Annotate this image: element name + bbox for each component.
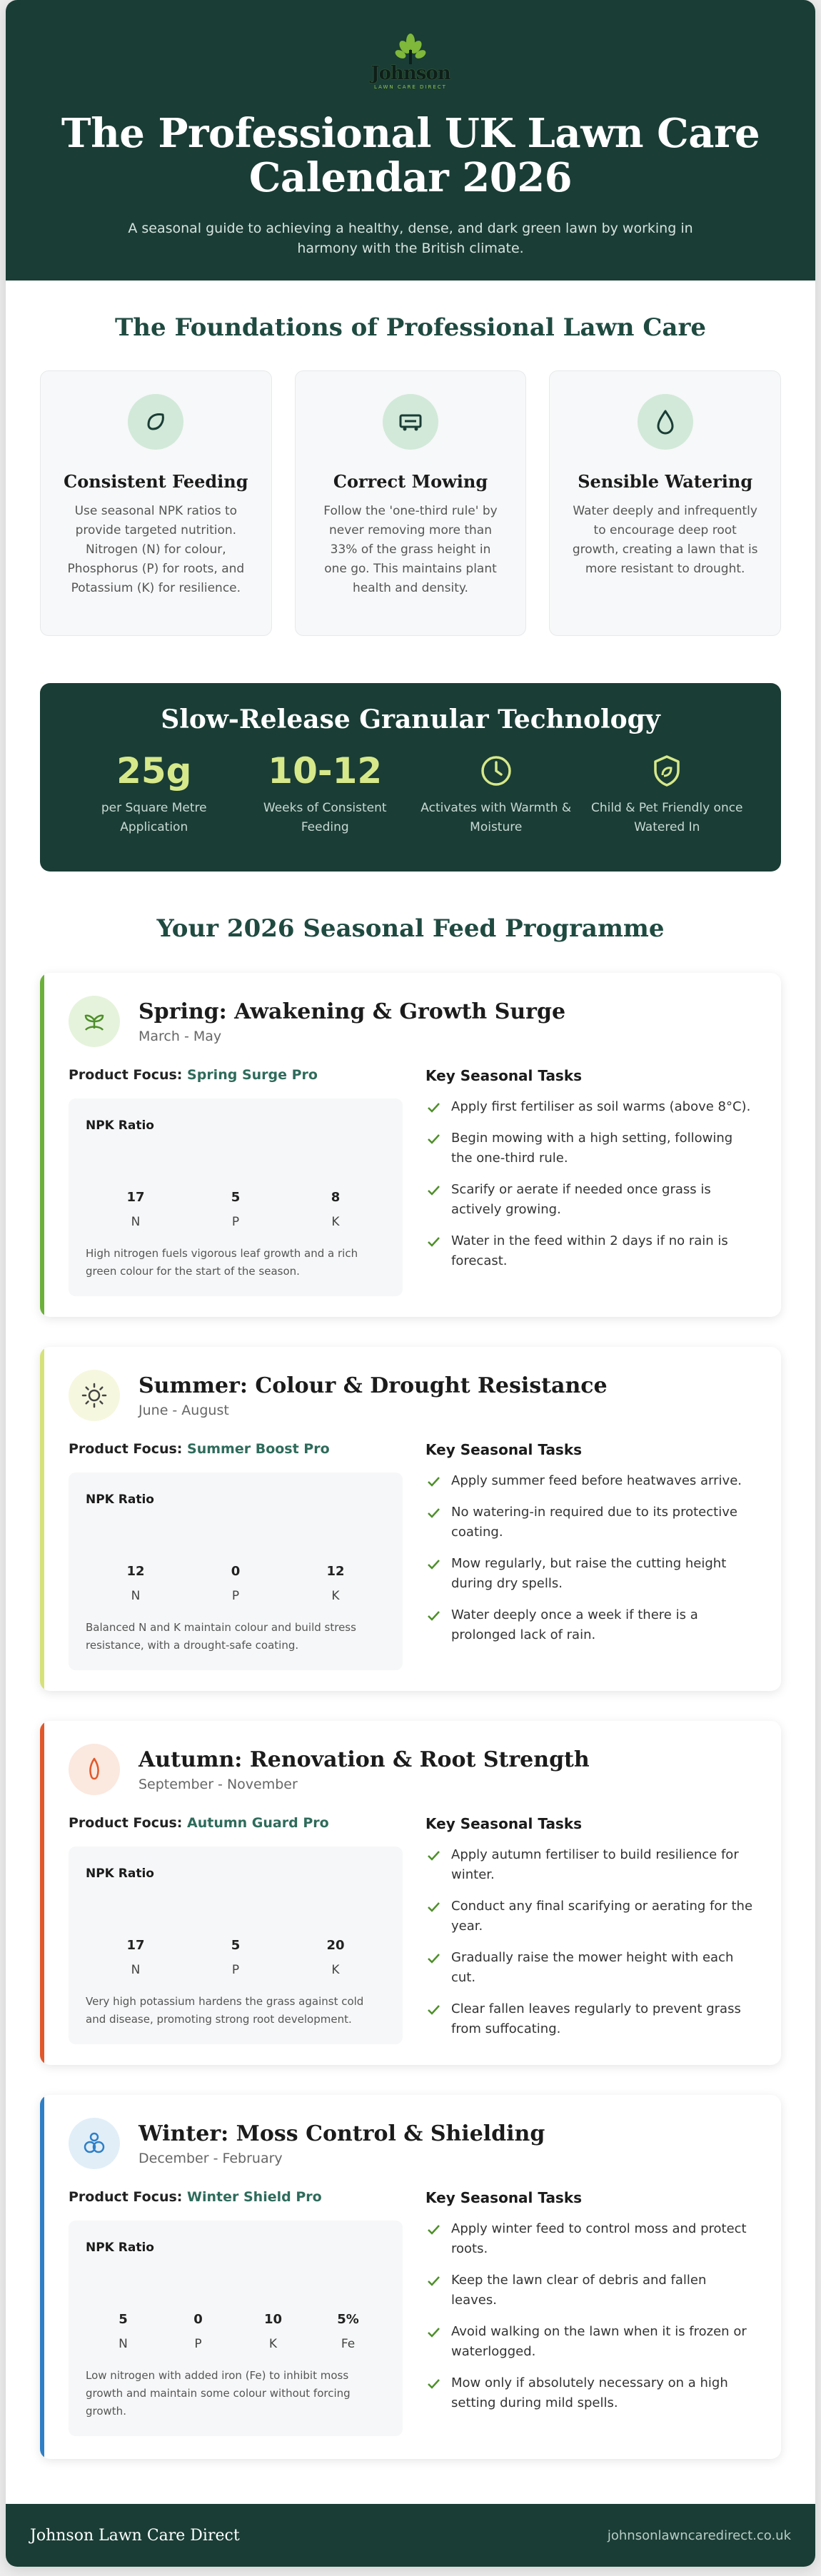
brand-logo[interactable] <box>361 31 460 89</box>
npk-p <box>186 1190 286 1229</box>
technology-title: Slow-Release Granular Technology <box>161 704 660 734</box>
footer-brand: Johnson Lawn Care Direct <box>30 2526 240 2545</box>
season-tasks <box>425 1815 755 2051</box>
task-item <box>425 1231 755 1271</box>
task-item <box>425 1097 755 1117</box>
stat-label: Weeks of Consistent Feeding <box>263 801 387 834</box>
task-item <box>425 2322 755 2362</box>
season-tasks <box>425 1441 755 1670</box>
tree-logo-icon <box>361 31 460 67</box>
npk-key: N <box>131 1963 141 1977</box>
product-focus <box>69 1067 403 1083</box>
npk-value: 10 <box>263 2312 283 2327</box>
season-product <box>69 2189 403 2436</box>
task-text: Apply first fertiliser as soil warms (above 8°C). <box>451 1099 751 1114</box>
season-dates: March - May <box>138 1028 222 1044</box>
stat-value: 10-12 <box>268 750 383 792</box>
card-title: Consistent Feeding <box>64 471 248 492</box>
stat-application-rate <box>69 749 240 837</box>
season-card-summer <box>40 1347 781 1691</box>
programme-title: Your 2026 Seasonal Feed Programme <box>156 914 665 943</box>
season-header <box>69 996 755 1047</box>
npk-value: 5 <box>119 2312 128 2327</box>
npk-key: P <box>231 1215 240 1229</box>
npk-note: Low nitrogen with added iron (Fe) to inhibit moss growth and maintain some colour without forcing growth. <box>86 2369 351 2418</box>
npk-value: 0 <box>193 2312 203 2327</box>
task-item <box>425 1554 755 1594</box>
task-item <box>425 1502 755 1542</box>
water-drop-icon <box>638 394 693 450</box>
leaf-icon <box>128 394 183 450</box>
npk-title: NPK Ratio <box>86 1118 154 1133</box>
page-footer <box>6 2504 815 2567</box>
season-header <box>69 1370 755 1421</box>
task-text: Apply summer feed before heatwaves arrive. <box>451 1473 742 1488</box>
npk-value: 5% <box>337 2312 359 2327</box>
card-title: Sensible Watering <box>578 471 753 492</box>
product-focus-label: Product Focus: <box>69 1815 183 1831</box>
stat-label: Child & Pet Friendly once Watered In <box>590 801 743 834</box>
task-text: Apply winter feed to control moss and protect roots. <box>451 2221 747 2256</box>
npk-n <box>86 1938 186 1977</box>
stat-pet-friendly <box>582 749 753 837</box>
stat-feeding-weeks <box>240 749 411 837</box>
task-text: Keep the lawn clear of debris and fallen leaves. <box>451 2273 707 2308</box>
npk-key: N <box>131 1589 141 1603</box>
programme-section <box>6 872 815 2459</box>
sun-icon <box>69 1370 120 1421</box>
card-text: Follow the 'one-third rule' by never removing more than 33% of the grass height in one go. This maintains plant health and density. <box>323 504 498 595</box>
check-icon <box>425 1131 441 1147</box>
check-icon <box>425 1474 441 1490</box>
season-header <box>69 1744 755 1795</box>
npk-panel <box>69 2221 403 2436</box>
npk-n <box>86 2312 161 2351</box>
product-focus <box>69 1815 403 1831</box>
logo-tagline: LAWN CARE DIRECT <box>374 84 447 90</box>
npk-key: K <box>331 1215 340 1229</box>
season-product <box>69 1067 403 1296</box>
npk-values <box>86 1190 386 1229</box>
mower-icon <box>383 394 438 450</box>
clock-icon <box>410 749 582 793</box>
season-title: Autumn: Renovation & Root Strength <box>138 1747 590 1772</box>
check-icon <box>425 1557 441 1572</box>
card-correct-mowing <box>295 370 527 636</box>
card-title: Correct Mowing <box>333 471 488 492</box>
npk-values <box>86 2312 386 2351</box>
season-dates: September - November <box>138 1776 298 1792</box>
product-name: Summer Boost Pro <box>187 1441 330 1457</box>
npk-value: 0 <box>231 1564 241 1579</box>
season-header <box>69 2118 755 2169</box>
npk-key: P <box>194 2337 202 2351</box>
task-text: Water deeply once a week if there is a prolonged lack of rain. <box>451 1607 698 1642</box>
check-icon <box>425 2002 441 2018</box>
stat-activation <box>410 749 582 837</box>
npk-key: K <box>331 1963 340 1977</box>
npk-values <box>86 1938 386 1977</box>
footer-website-link[interactable]: johnsonlawncaredirect.co.uk <box>607 2527 791 2543</box>
npk-key: K <box>331 1589 340 1603</box>
task-text: Mow only if absolutely necessary on a high setting during mild spells. <box>451 2375 728 2410</box>
npk-key: Fe <box>341 2337 356 2351</box>
task-item <box>425 1128 755 1168</box>
page-title: The Professional UK Lawn Care Calendar 2026 <box>61 110 760 201</box>
npk-key: N <box>131 1215 141 1229</box>
season-product <box>69 1815 403 2051</box>
season-dates: December - February <box>138 2150 283 2166</box>
task-item <box>425 1845 755 1885</box>
npk-k <box>236 2312 311 2351</box>
foundations-cards <box>40 370 781 636</box>
task-text: Avoid walking on the lawn when it is frozen or waterlogged. <box>451 2324 747 2359</box>
check-icon <box>425 1234 441 1250</box>
product-name: Spring Surge Pro <box>187 1067 318 1083</box>
npk-panel <box>69 1847 403 2044</box>
flame-leaf-icon <box>69 1744 120 1795</box>
check-icon <box>425 1899 441 1915</box>
product-focus-label: Product Focus: <box>69 2189 183 2205</box>
task-text: Conduct any final scarifying or aerating for the year. <box>451 1899 753 1934</box>
card-text: Water deeply and infrequently to encourage deep root growth, creating a lawn that is more resistant to drought. <box>572 504 758 576</box>
tasks-title: Key Seasonal Tasks <box>425 1815 583 1832</box>
shield-icon <box>582 749 753 793</box>
npk-values <box>86 1564 386 1603</box>
technology-stats <box>69 749 752 837</box>
sprout-icon <box>69 996 120 1047</box>
npk-note: Balanced N and K maintain colour and build stress resistance, with a drought-safe coating. <box>86 1621 356 1652</box>
task-text: No watering-in required due to its protective coating. <box>451 1505 737 1540</box>
check-icon <box>425 1183 441 1198</box>
foundations-section <box>6 281 815 636</box>
npk-title: NPK Ratio <box>86 2241 154 2255</box>
npk-p <box>186 1564 286 1603</box>
task-item <box>425 1948 755 1988</box>
technology-band <box>40 683 781 872</box>
check-icon <box>425 1848 441 1864</box>
moss-shield-icon <box>69 2118 120 2169</box>
npk-title: NPK Ratio <box>86 1867 154 1881</box>
check-icon <box>425 1100 441 1116</box>
product-focus-label: Product Focus: <box>69 1441 183 1457</box>
task-item <box>425 1896 755 1936</box>
npk-key: N <box>119 2337 128 2351</box>
npk-n <box>86 1190 186 1229</box>
task-text: Mow regularly, but raise the cutting height during dry spells. <box>451 1556 727 1591</box>
npk-p <box>186 1938 286 1977</box>
npk-k <box>286 1938 386 1977</box>
task-text: Clear fallen leaves regularly to prevent grass from suffocating. <box>451 2001 741 2036</box>
npk-value: 17 <box>126 1190 145 1205</box>
task-text: Apply autumn fertiliser to build resilience for winter. <box>451 1847 739 1882</box>
product-focus <box>69 1441 403 1457</box>
product-name: Autumn Guard Pro <box>187 1815 329 1831</box>
logo-wordmark: Johnson <box>371 63 450 84</box>
npk-key: K <box>268 2337 278 2351</box>
task-list <box>425 1845 755 2039</box>
season-tasks <box>425 1067 755 1296</box>
npk-k <box>286 1190 386 1229</box>
npk-value: 12 <box>326 1564 345 1579</box>
product-focus-label: Product Focus: <box>69 1067 183 1083</box>
task-item <box>425 2373 755 2413</box>
npk-panel <box>69 1473 403 1670</box>
season-body <box>69 1441 755 1670</box>
stat-value: 25g <box>116 750 192 792</box>
card-sensible-watering <box>549 370 781 636</box>
check-icon <box>425 1505 441 1521</box>
npk-key: P <box>231 1963 240 1977</box>
task-text: Gradually raise the mower height with each cut. <box>451 1950 734 1985</box>
season-title: Winter: Moss Control & Shielding <box>138 2121 545 2146</box>
season-dates: June - August <box>138 1402 229 1418</box>
task-item <box>425 1999 755 2039</box>
npk-value: 20 <box>326 1938 345 1953</box>
task-item <box>425 1605 755 1645</box>
npk-key: P <box>231 1589 240 1603</box>
task-list <box>425 2219 755 2413</box>
stat-label: per Square Metre Application <box>101 801 207 834</box>
npk-note: High nitrogen fuels vigorous leaf growth and a rich green colour for the start of the season. <box>86 1247 358 1278</box>
product-focus <box>69 2189 403 2205</box>
npk-fe <box>311 2312 386 2351</box>
npk-value: 17 <box>126 1938 145 1953</box>
task-item <box>425 1471 755 1491</box>
npk-title: NPK Ratio <box>86 1492 154 1507</box>
season-title: Summer: Colour & Drought Resistance <box>138 1373 608 1398</box>
card-text: Use seasonal NPK ratios to provide targeted nutrition. Nitrogen (N) for colour, Phosphorus (P) for roots, and Potassium (K) for resilience. <box>67 504 245 595</box>
task-text: Water in the feed within 2 days if no rain is forecast. <box>451 1233 728 1268</box>
tasks-title: Key Seasonal Tasks <box>425 1441 583 1458</box>
task-list <box>425 1471 755 1645</box>
season-card-winter <box>40 2095 781 2459</box>
npk-panel <box>69 1098 403 1296</box>
check-icon <box>425 2222 441 2238</box>
check-icon <box>425 2273 441 2289</box>
season-title: Spring: Awakening & Growth Surge <box>138 999 566 1024</box>
season-card-autumn <box>40 1721 781 2065</box>
task-text: Begin mowing with a high setting, following the one-third rule. <box>451 1131 733 1166</box>
npk-p <box>161 2312 236 2351</box>
hero-header <box>6 0 815 281</box>
check-icon <box>425 2325 441 2340</box>
product-name: Winter Shield Pro <box>187 2189 322 2205</box>
season-tasks <box>425 2189 755 2436</box>
npk-value: 12 <box>126 1564 145 1579</box>
season-body <box>69 1067 755 1296</box>
task-item <box>425 2219 755 2259</box>
check-icon <box>425 2376 441 2392</box>
tasks-title: Key Seasonal Tasks <box>425 2189 583 2206</box>
foundations-title: The Foundations of Professional Lawn Care <box>114 313 707 342</box>
task-list <box>425 1097 755 1271</box>
check-icon <box>425 1951 441 1966</box>
npk-note: Very high potassium hardens the grass against cold and disease, promoting strong root development. <box>86 1995 364 2026</box>
npk-value: 5 <box>231 1190 241 1205</box>
page-subtitle: A seasonal guide to achieving a healthy, dense, and dark green lawn by working in harmony with the British climate. <box>128 221 693 256</box>
task-item <box>425 1180 755 1220</box>
npk-n <box>86 1564 186 1603</box>
npk-value: 5 <box>231 1938 241 1953</box>
stat-label: Activates with Warmth & Moisture <box>420 801 572 834</box>
task-text: Scarify or aerate if needed once grass is actively growing. <box>451 1182 711 1217</box>
npk-k <box>286 1564 386 1603</box>
season-product <box>69 1441 403 1670</box>
season-body <box>69 2189 755 2436</box>
season-body <box>69 1815 755 2051</box>
task-item <box>425 2271 755 2310</box>
page <box>6 0 815 2567</box>
card-consistent-feeding <box>40 370 272 636</box>
tasks-title: Key Seasonal Tasks <box>425 1067 583 1084</box>
season-card-spring <box>40 973 781 1317</box>
npk-value: 8 <box>331 1190 341 1205</box>
check-icon <box>425 1608 441 1624</box>
